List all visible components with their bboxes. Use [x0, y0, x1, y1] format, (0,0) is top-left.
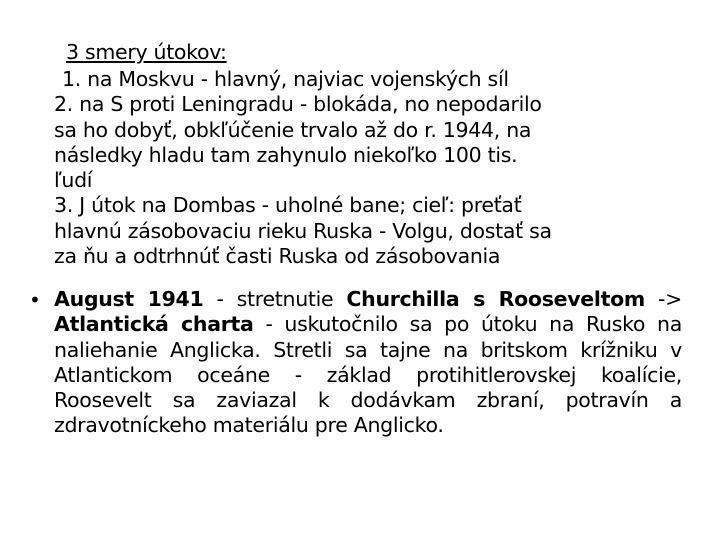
list-line: hlavnú zásobovaciu rieku Ruska - Volgu, dostať sa [54, 218, 552, 243]
list-line: sa ho dobyť, obkľúčenie trvalo až do r. 1944, na [54, 117, 532, 142]
attack-directions-list [54, 67, 682, 269]
date-text: August 1941 [54, 287, 204, 311]
bullet-text: - stretnutie [203, 287, 347, 311]
bullet-marker: • [29, 288, 41, 312]
atlantic-charter-text: Atlantická charta [54, 312, 254, 337]
list-line: 2. na S proti Leningradu - blokáda, no nepodarilo [54, 92, 542, 117]
list-line: 1. na Moskvu - hlavný, najviac vojenských síl [62, 67, 509, 91]
heading [66, 40, 227, 65]
list-line: ľudí [54, 168, 93, 193]
list-line: 3. J útok na Dombas - uholné bane; cieľ: preťať [54, 193, 522, 218]
arrow-text: -> [644, 287, 682, 311]
churchill-roosevelt-text: Churchilla s Rooseveltom [346, 287, 645, 311]
list-line: následky hladu tam zahynulo niekoľko 100 tis. [54, 142, 518, 167]
heading-text: 3 smery útokov: [66, 40, 227, 64]
list-line: za ňu a odtrhnúť časti Ruska od zásobovania [54, 244, 501, 269]
bullet-text-continued: - uskutočnilo sa po útoku na Rusko na naliehanie Anglicka. Stretli sa tajne na britskom krížniku v Atlantickom oceáne - základ protihitlerovskej koalície, Roosevelt sa zaviazal k dodávkam zbraní, potravín a zdravotníckeho materiálu pre Anglicko. [54, 312, 682, 438]
bullet-paragraph [54, 287, 682, 439]
